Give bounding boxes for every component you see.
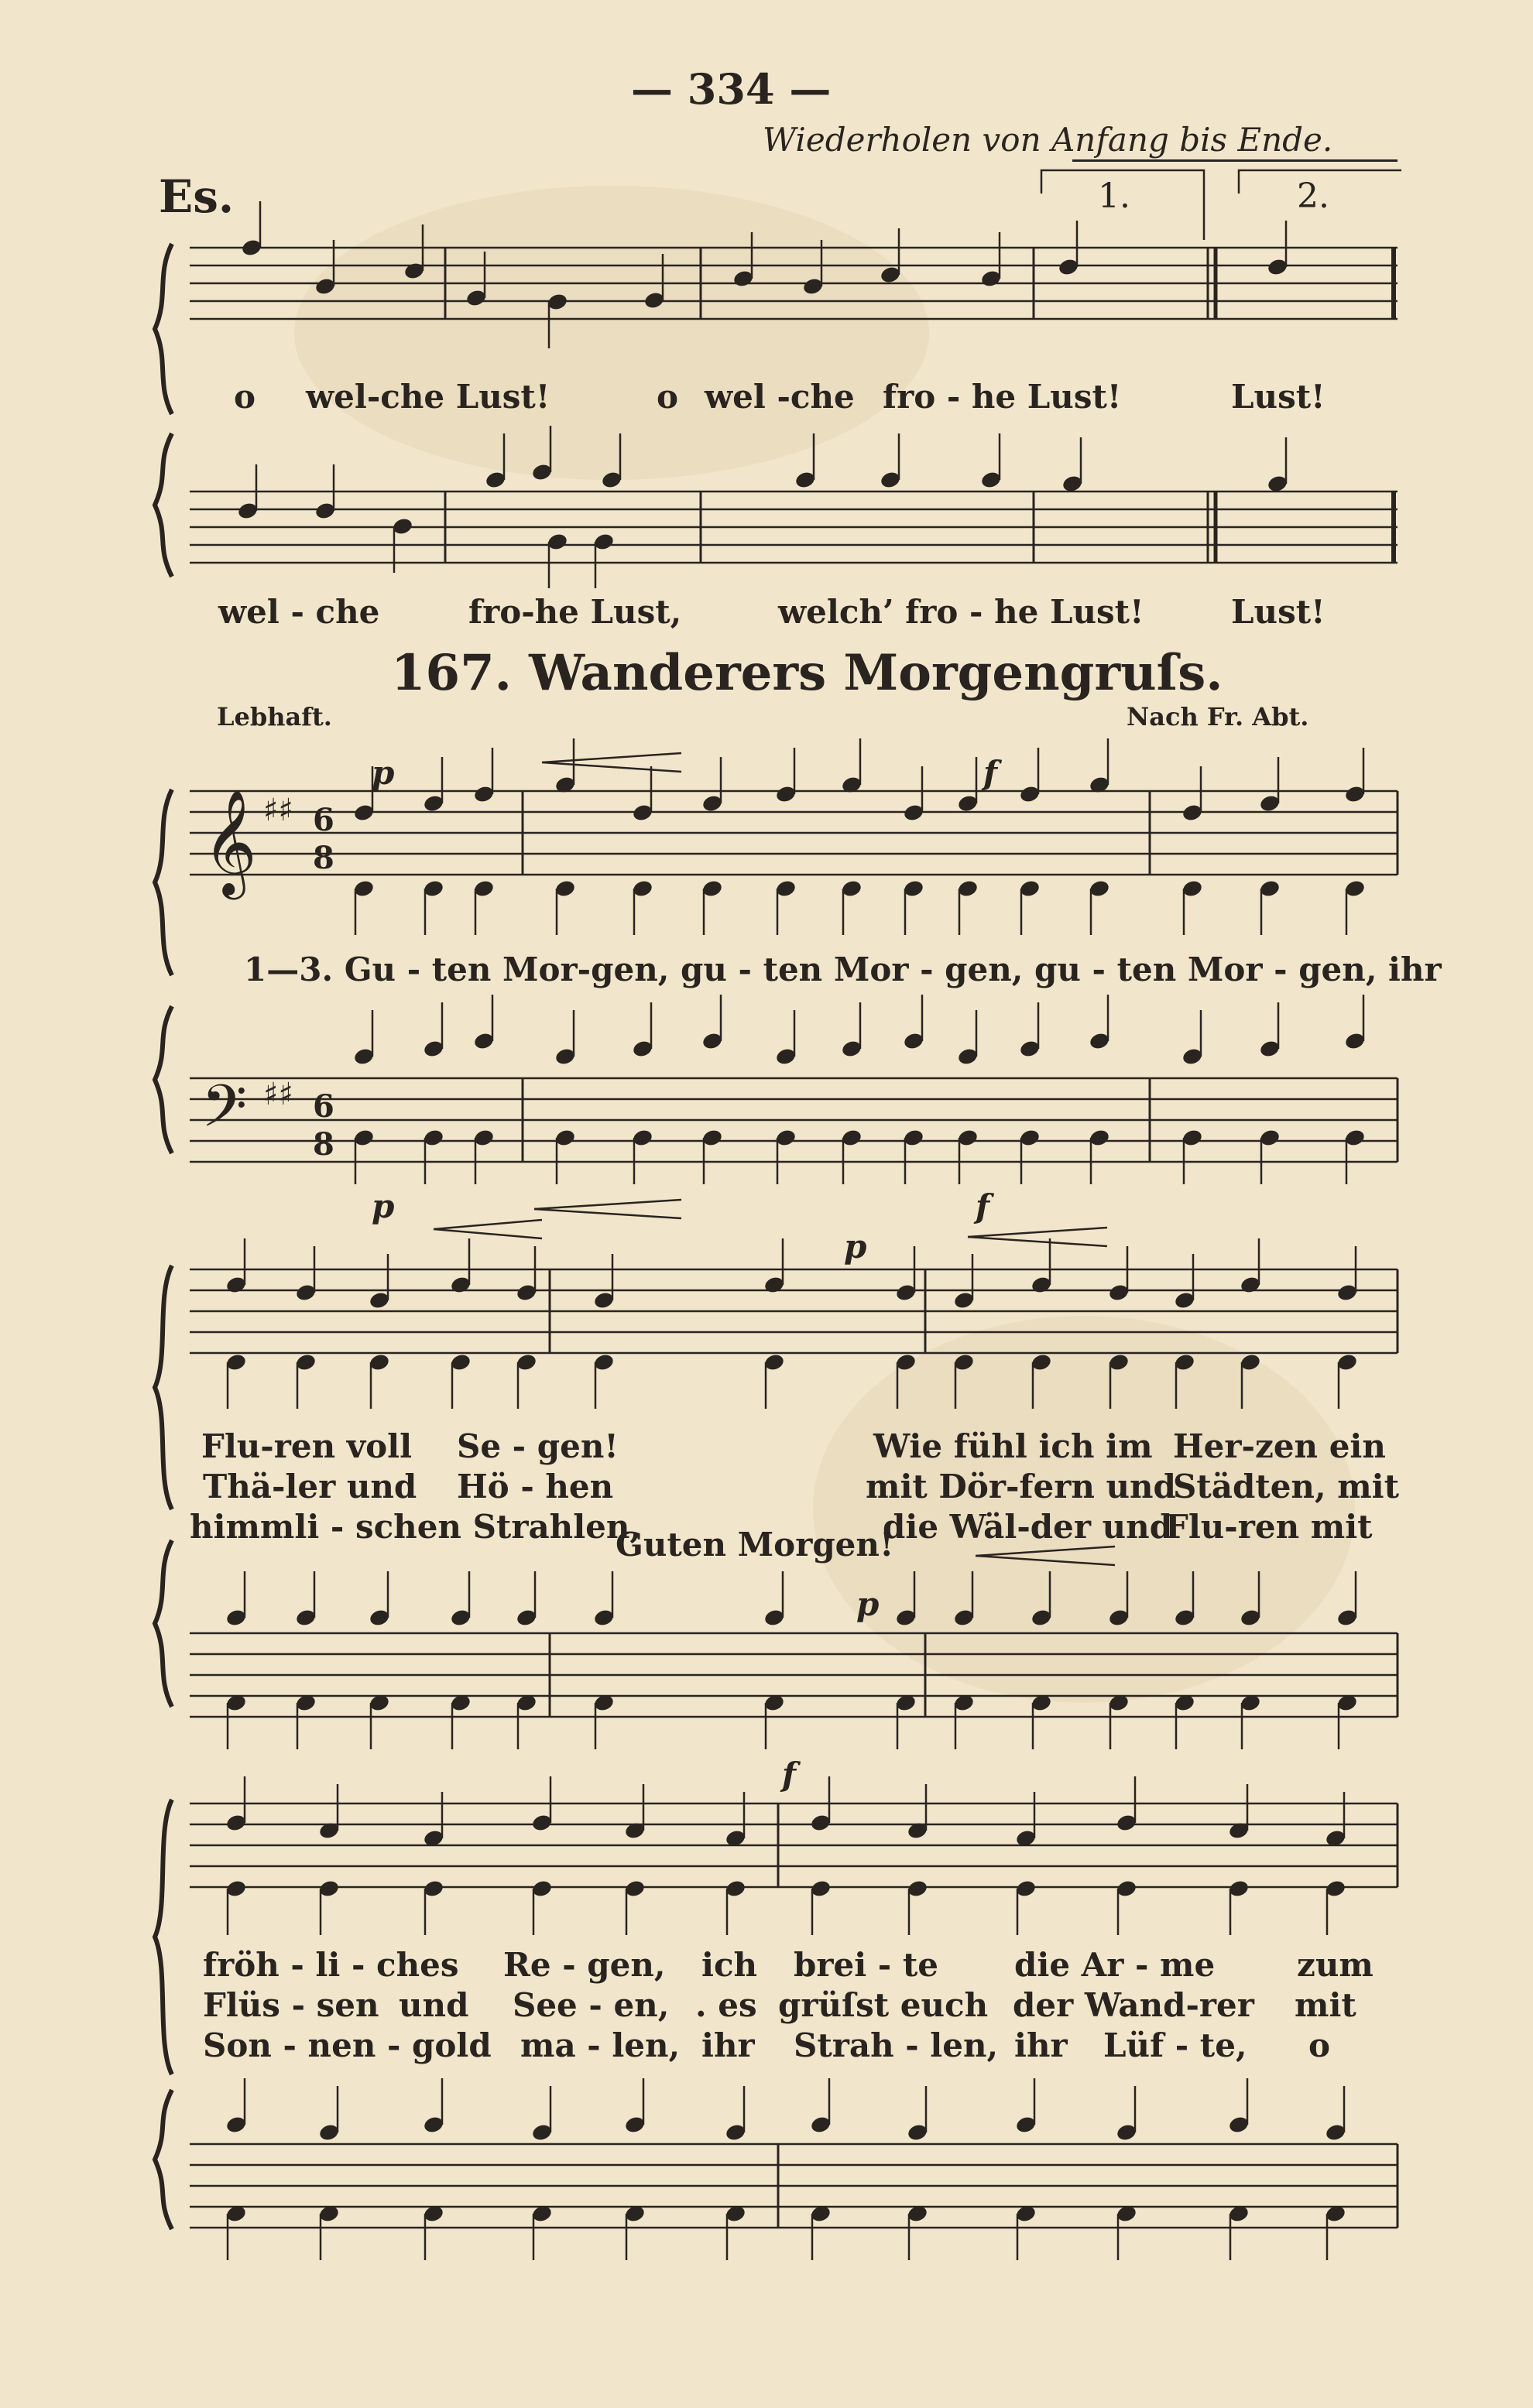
lyric-syllable: fro-he Lust, — [468, 593, 682, 631]
lyric-syllable: ihr — [701, 2026, 755, 2064]
time-signature-top: 6 — [313, 1088, 334, 1125]
volta-bracket — [1041, 170, 1204, 240]
crescendo-hairpin — [434, 1220, 542, 1229]
system-brace — [155, 433, 172, 577]
crescendo-hairpin — [968, 1237, 1107, 1246]
lyric-syllable: wel - che — [218, 593, 380, 631]
lyric-syllable: Lust! — [1231, 378, 1326, 416]
lyric-syllable: mit — [1295, 1986, 1356, 2024]
lyric-syllable: brei - te — [794, 1946, 938, 1984]
time-signature-bottom: 8 — [313, 840, 334, 876]
lyric-syllable: ihr — [1014, 2026, 1068, 2064]
crescendo-hairpin — [542, 753, 681, 762]
crescendo-hairpin — [976, 1556, 1115, 1565]
lyric-syllable: himmli - schen Strahlen, — [190, 1508, 642, 1546]
lyric-syllable: wel -che — [705, 378, 855, 416]
lyric-syllable: Guten Morgen! — [616, 1526, 894, 1564]
key-signature: ♯♯ — [263, 793, 293, 828]
bass-clef: 𝄢 — [201, 1072, 248, 1155]
lyric-syllable: mit Dör-fern und — [866, 1468, 1176, 1505]
treble-clef: 𝄞 — [203, 788, 257, 895]
lyric-syllable: o — [1308, 2026, 1331, 2064]
system-brace — [155, 2090, 172, 2229]
lyric-syllable: Flu-ren voll — [201, 1427, 413, 1465]
lyric-syllable: ma - len, — [520, 2026, 681, 2064]
lyric-syllable: fröh - li - ches — [203, 1946, 459, 1984]
crescendo-hairpin — [434, 1229, 542, 1238]
lyric-syllable: und — [399, 1986, 469, 2024]
song-title: 167. Wanderers Morgengruſs. — [391, 644, 1223, 702]
crescendo-hairpin — [968, 1228, 1107, 1237]
lyric-syllable: Lust! — [1231, 593, 1326, 631]
lyric-syllable: fro - he Lust! — [883, 378, 1122, 416]
system-brace — [155, 790, 172, 975]
lyric-syllable: o — [657, 378, 679, 416]
lyric-syllable: Wie fühl ich im — [873, 1427, 1153, 1465]
composer-credit: Nach Fr. Abt. — [1127, 702, 1309, 731]
system-brace — [155, 1800, 172, 2074]
dynamic-marking: f — [983, 754, 998, 792]
dynamic-marking: p — [856, 1585, 880, 1623]
lyric-syllable: die Ar - me — [1014, 1946, 1216, 1984]
crescendo-hairpin — [534, 1209, 681, 1218]
repeat-instruction: Wiederholen von Anfang bis Ende. — [763, 121, 1333, 159]
tempo-marking: Lebhaft. — [217, 702, 332, 731]
system-brace — [155, 1266, 172, 1509]
lyric-syllable: welch’ fro - he Lust! — [778, 593, 1144, 631]
lyric-syllable: Lüf - te, — [1103, 2026, 1247, 2064]
lyric-syllable: grüſst euch — [778, 1986, 989, 2024]
lyric-syllable: Re - gen, — [503, 1946, 666, 1984]
lyric-syllable: o — [234, 378, 256, 416]
crescendo-hairpin — [976, 1547, 1115, 1556]
lyric-syllable: zum — [1297, 1946, 1374, 1984]
volta-bracket — [1239, 170, 1401, 194]
crescendo-hairpin — [542, 762, 681, 772]
dynamic-marking: f — [782, 1755, 797, 1793]
system-brace — [155, 244, 172, 414]
dynamic-marking: p — [372, 754, 395, 792]
lyric-syllable: die Wäl-der und — [883, 1508, 1173, 1546]
time-signature-bottom: 8 — [313, 1126, 334, 1163]
verse-lyric-line: 1—3. Gu - ten Mor-gen, gu - ten Mor - gen, gu - ten Mor - gen, ihr — [244, 951, 1442, 988]
dynamic-marking: f — [976, 1187, 990, 1225]
time-signature-top: 6 — [313, 802, 334, 838]
volta-2-label: 2. — [1297, 176, 1329, 216]
lyric-syllable: wel-che Lust! — [306, 378, 550, 416]
lyric-syllable: Städten, mit — [1173, 1468, 1400, 1505]
lyric-syllable: See - en, — [513, 1986, 670, 2024]
page-number: — 334 — — [631, 64, 832, 114]
volta-1-label: 1. — [1098, 176, 1130, 216]
lyric-syllable: Strah - len, — [794, 2026, 999, 2064]
lyric-syllable: Son - nen - gold — [203, 2026, 492, 2064]
lyric-syllable: Hö - hen — [457, 1468, 614, 1505]
lyric-syllable: ich — [701, 1946, 758, 1984]
key-label: Es. — [159, 170, 235, 223]
crescendo-hairpin — [534, 1200, 681, 1209]
lyric-syllable: Flüs - sen — [203, 1986, 379, 2024]
system-brace — [155, 1540, 172, 1707]
dynamic-marking: p — [372, 1187, 395, 1225]
lyric-syllable: der Wand-rer — [1013, 1986, 1254, 2024]
dynamic-marking: p — [844, 1228, 867, 1266]
system-brace — [155, 1006, 172, 1153]
key-signature: ♯♯ — [263, 1077, 293, 1112]
lyric-syllable: . es — [695, 1986, 757, 2024]
lyric-syllable: Se - gen! — [457, 1427, 619, 1465]
lyric-syllable: Thä-ler und — [203, 1468, 417, 1505]
lyric-syllable: Flu-ren mit — [1165, 1508, 1373, 1546]
lyric-syllable: Her-zen ein — [1173, 1427, 1386, 1465]
